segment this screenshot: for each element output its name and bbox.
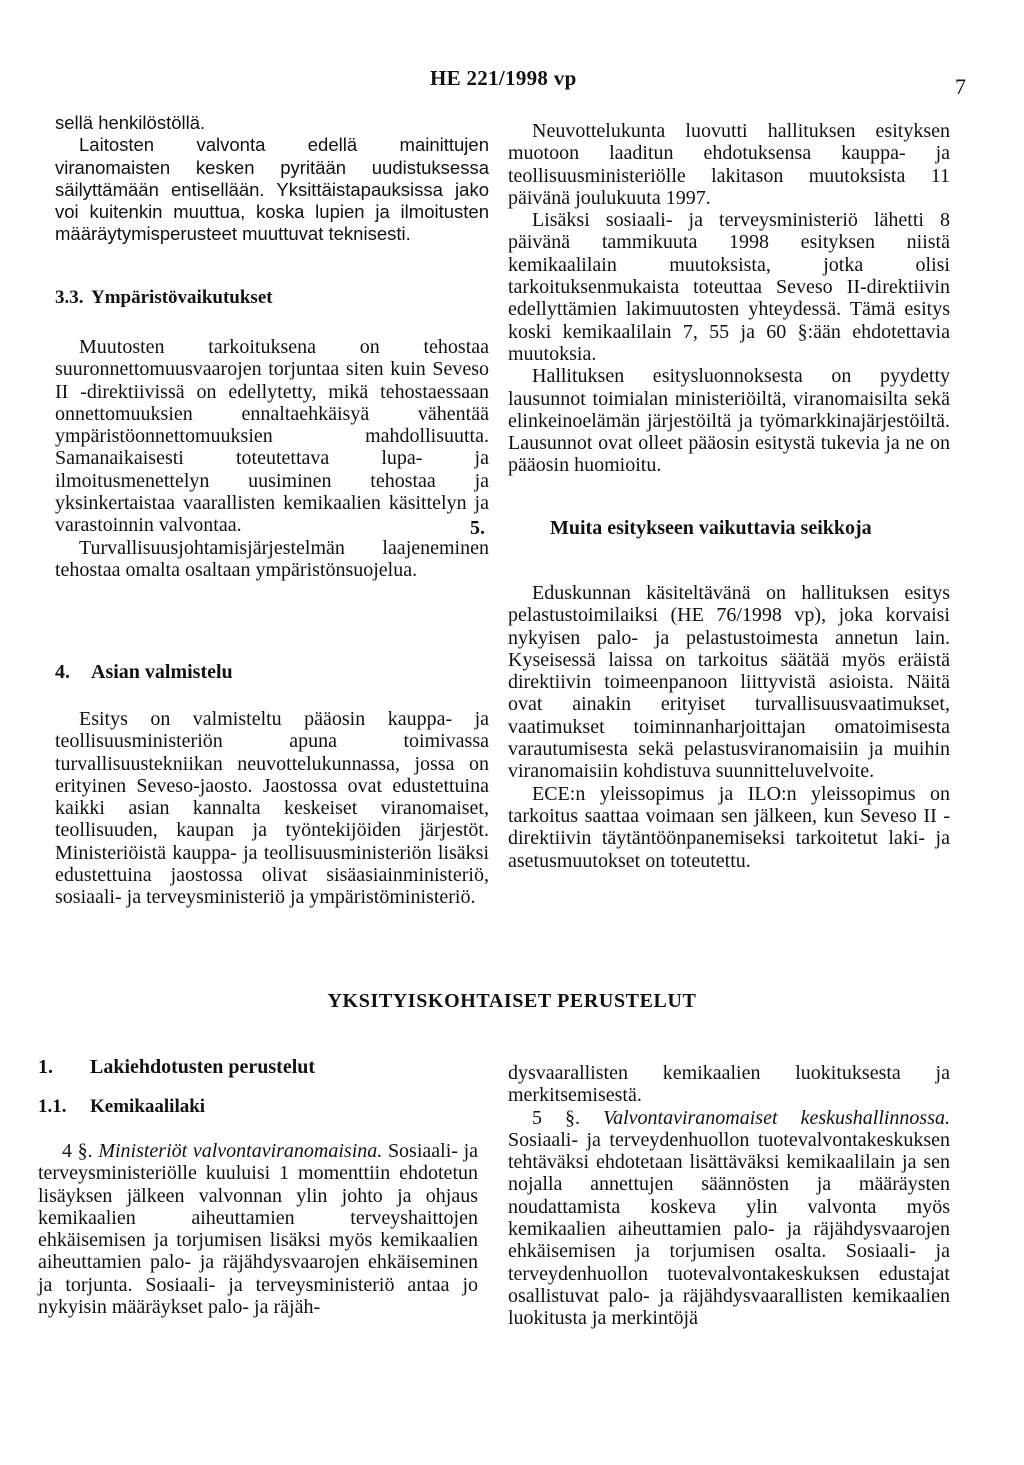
section-heading-5 <box>470 516 950 540</box>
heading-title: Kemikaalilaki <box>90 1096 206 1117</box>
heading-number: 1. <box>38 1056 53 1078</box>
paragraph: Neuvottelukunta luovutti hallituksen esityksen muotoon laaditun ehdotuksensa kauppa- ja teollisuusministeriölle lakitason muutoksista 11 päivänä joulukuuta 1997. <box>508 120 950 209</box>
bottom-left-headings <box>38 1055 478 1119</box>
left-column-continued <box>55 286 489 310</box>
paragraph: Muutosten tarkoituksena on tehostaa suuronnettomuusvaarojen torjuntaa siten kuin Seveso II -direktiivissä on edellytetty, mikä tehostaessaan onnettomuuksien ennaltaehkäisyä vähentää ympäristöonnettomuuksien mahdollisuutta. Samanaikaisesti toteutettava lupa- ja ilmoitusmenettelyn uusiminen tehostaa ja yksinkertaistaa vaarallisten kemikaalien käsittelyn ja varastoinnin valvontaa. <box>55 336 489 537</box>
paragraph: Esitys on valmisteltu pääosin kauppa- ja teollisuusministeriön apuna toimivassa turvallisuustekniikan neuvottelukunnassa, jossa on erityinen Seveso-jaosto. Jaostossa ovat edustettuina kaikki asian kannalta keskeiset viranomaiset, teollisuuden, kaupan ja työntekijöiden järjestöt. Ministeriöistä kauppa- ja teollisuusministeriön lisäksi edustettuina jaostossa olivat sisäasiainministeriö, sosiaali- ja terveysministeriö ja ympäristöministeriö. <box>55 708 489 909</box>
page-number: 7 <box>955 74 966 99</box>
heading-title: Muita esitykseen vaikuttavia seikkoja <box>550 517 872 539</box>
left-column-body-4 <box>55 708 489 909</box>
bottom-right-body <box>508 1062 950 1330</box>
heading-number: 4. <box>55 661 70 683</box>
heading-title: Lakiehdotusten perustelut <box>90 1056 316 1078</box>
paragraph: Laitosten valvonta edellä mainittujen viranomaisten kesken pyritään uudistuksessa säilyttämään entisellään. Yksittäistapauksissa jako voi kuitenkin muuttua, koska lupien ja ilmoitusten määräytymisperusteet muuttuvat teknisesti. <box>55 134 489 245</box>
heading-number: 1.1. <box>38 1096 67 1117</box>
section-heading-1-1 <box>38 1095 478 1119</box>
paragraph: Lisäksi sosiaali- ja terveysministeriö lähetti 8 päivänä tammikuuta 1998 esityksen niistä kemikaalilain muutoksista, jotka olisi tarkoituksenmukaista toteuttaa Seveso II-direktiivin edellyttämien lakimuutosten yhteydessä. Tämä esitys koski kemikaalilain 7, 55 ja 60 §:ään ehdotettavia muutoksia. <box>508 209 950 365</box>
section-heading-1 <box>38 1055 478 1079</box>
paragraph <box>508 1107 950 1330</box>
section-heading-3-3 <box>55 286 489 310</box>
paragraph-title: Valvontaviranomaiset keskushallinnossa. <box>603 1106 950 1129</box>
section-symbol-ref: 4 §. <box>62 1140 93 1162</box>
paragraph-title: Ministeriöt valvontaviranomaisina. <box>98 1140 383 1162</box>
paragraph: Eduskunnan käsiteltävänä on hallituksen esitys pelastustoimilaiksi (HE 76/1998 vp), joka korvaisi nykyisen palo- ja pelastustoimesta annetun lain. Kyseisessä laissa on tarkoitus säätää myös eräistä direktiivin toimeenpanoon liittyvistä asioista. Näitä ovat ainakin erityiset turvallisuusvaatimukset, vaatimukset toiminnanharjoittajan omatoimisesta varautumisesta sekä pelastusviranomaisiin ja muihin viranomaisiin kohdistuva suunnitteluvelvoite. <box>508 582 950 783</box>
right-column-heading-5 <box>470 516 950 540</box>
paragraph: dysvaarallisten kemikaalien luokituksesta ja merkitsemisestä. <box>508 1062 950 1107</box>
paragraph <box>38 1140 478 1318</box>
right-column <box>508 120 950 477</box>
heading-title: Ympäristövaikutukset <box>91 287 273 308</box>
heading-number: 5. <box>470 517 485 539</box>
paragraph: sellä henkilöstöllä. <box>55 112 206 133</box>
paragraph-text: Sosiaali- ja terveydenhuollon tuotevalvontakeskuksen tehtäväksi ehdotetaan lisättäväksi kemikaalilain ja sen nojalla annettujen säännösten ja määräysten noudattamista koskeva ylin valvonta myös kemikaalien aiheuttamien palo- ja räjähdysvaarojen ehkäisemisen ja torjumisen osalta. Sosiaali- ja terveydenhuollon tuotevalvontakeskuksen edustajat osallistuvat palo- ja räjähdysvaarallisten kemikaalien luokitusta ja merkintöjä <box>508 1128 950 1330</box>
paragraph: ECE:n yleissopimus ja ILO:n yleissopimus on tarkoitus saattaa voimaan sen jälkeen, kun Seveso II -direktiivin täytäntöönpanemiseksi tarkoitetut laki- ja asetusmuutokset on toteutettu. <box>508 782 950 872</box>
left-column-body <box>55 336 489 581</box>
paragraph-text: Sosiaali- ja terveysministeriölle kuuluisi 1 momenttiin ehdotetun lisäyksen jälkeen valvonnan ylin johto ja ohjaus kemikaalien aiheuttamien terveyshaittojen ehkäisemisen ja torjumisen lisäksi myös kemikaalien aiheuttamien palo- ja räjähdysvaarojen ehkäiseminen ja torjunta. Sosiaali- ja terveysministeriö antaa jo nykyisin määräykset palo- ja räjäh- <box>38 1140 479 1319</box>
paragraph: Hallituksen esitysluonnoksesta on pyydetty lausunnot toimialan ministeriöiltä, viranomaisilta sekä elinkeinoelämän järjestöiltä ja työmarkkinajärjestöiltä. Lausunnot ovat olleet pääosin esitystä tukevia ja ne on pääosin huomioitu. <box>508 365 950 477</box>
right-column-body-5 <box>508 582 950 872</box>
bottom-left-body <box>38 1140 478 1318</box>
section-symbol-ref: 5 §. <box>532 1106 581 1129</box>
left-column <box>55 112 489 246</box>
document-header-title: HE 221/1998 vp <box>430 66 577 90</box>
left-column-heading-4 <box>55 660 489 684</box>
heading-title: Asian valmistelu <box>91 661 233 683</box>
paragraph: Turvallisuusjohtamisjärjestelmän laajeneminen tehostaa omalta osaltaan ympäristönsuojelua. <box>55 536 489 581</box>
section-title: YKSITYISKOHTAISET PERUSTELUT <box>327 990 697 1012</box>
section-heading-4 <box>55 660 489 684</box>
heading-number: 3.3. <box>55 287 84 308</box>
